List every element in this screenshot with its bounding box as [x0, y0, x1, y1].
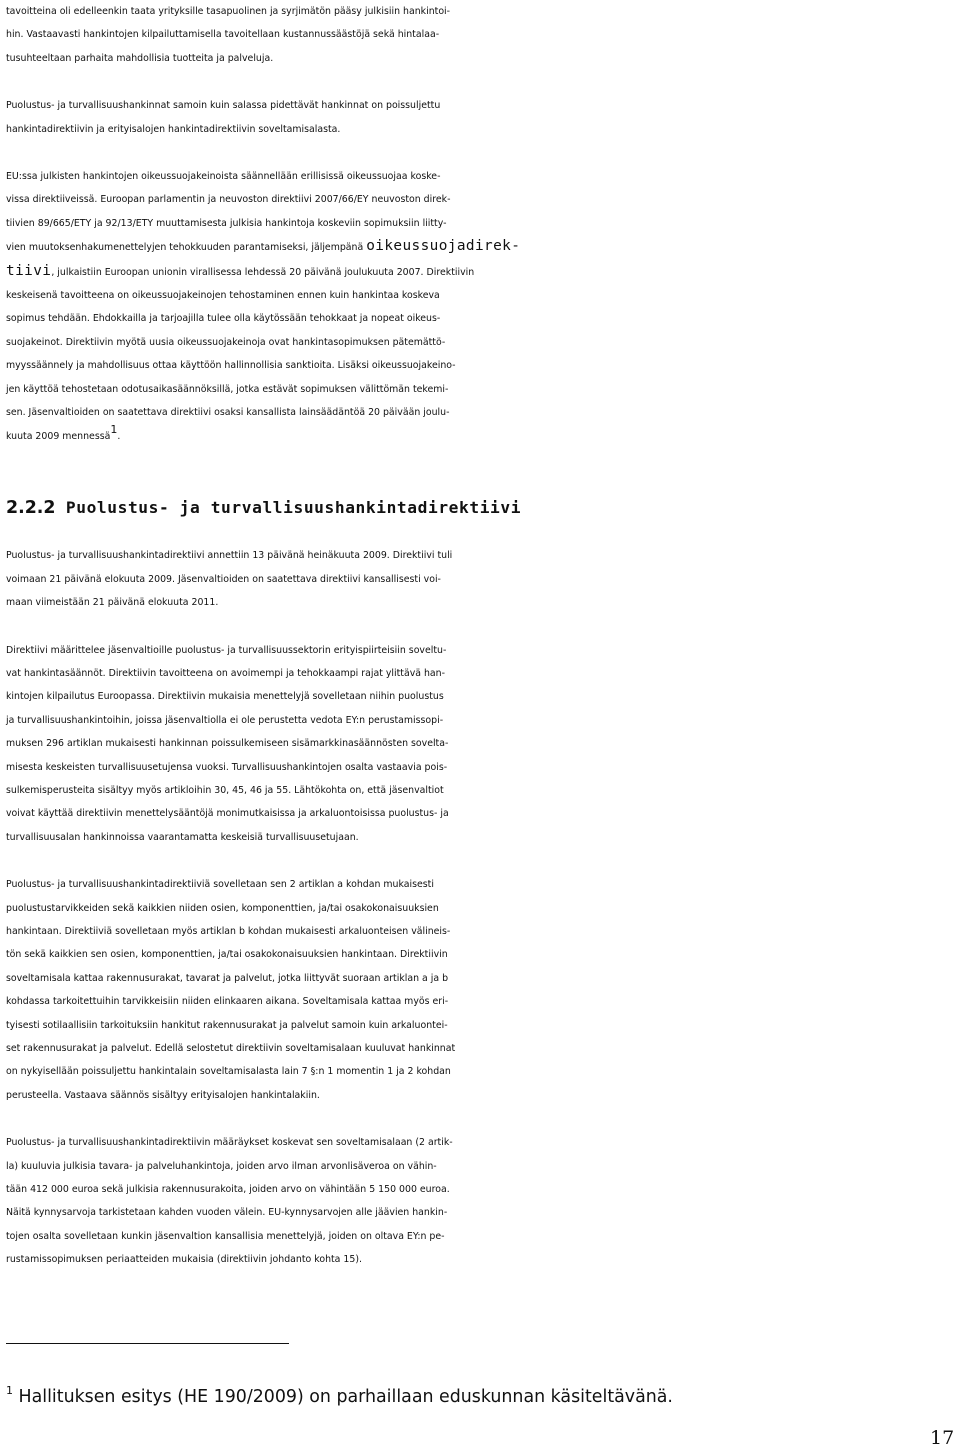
text-line: tön sekä kaikkien sen osien, komponenttien, ja/tai osakokonaisuuksien hankintaan. Direktiivin [6, 949, 448, 961]
thresholds-paragraph [6, 1131, 956, 1271]
section-heading [6, 496, 956, 520]
section-title: Puolustus- ja turvallisuushankintadirektiivi [65, 497, 522, 517]
text-line: tiivien 89/665/ETY ja 92/13/ETY muuttamisesta julkisia hankintoja koskeviin sopimuksiin liitty- [6, 217, 447, 229]
text-line [6, 260, 956, 284]
text-line: EU:ssa julkisten hankintojen oikeussuojakeinoista säännellään erillisissä oikeussuojaa koske- [6, 171, 441, 183]
text-line: kohdassa tarkoitettuihin tarvikkeisiin niiden elinkaaren aikana. Soveltamisala kattaa myös eri- [6, 996, 449, 1008]
text-line: tään 412 000 euroa sekä julkisia rakennusurakoita, joiden arvo on vähintään 5 150 000 euroa. [6, 1184, 450, 1196]
footnote-text: Hallituksen esitys (HE 190/2009) on parhaillaan eduskunnan käsiteltävänä. [13, 1387, 673, 1407]
text-fragment: kuuta 2009 mennessä [6, 430, 111, 442]
text-line: Näitä kynnysarvoja tarkistetaan kahden vuoden välein. EU-kynnysarvojen alle jäävien hankin- [6, 1207, 448, 1219]
text-line: Puolustus- ja turvallisuushankinnat samoin kuin salassa pidettävät hankinnat on poissuljettu [6, 100, 441, 112]
text-line: misesta keskeisten turvallisuusetujensa vuoksi. Turvallisuushankintojen osalta vastaavia pois- [6, 761, 448, 773]
text-line [6, 235, 956, 259]
text-line: turvallisuusalan hankinnoissa vaarantamatta keskeisiä turvallisuusetujaan. [6, 831, 359, 843]
text-line: la) kuuluvia julkisia tavara- ja palveluhankintoja, joiden arvo ilman arvonlisäveroa on vähin- [6, 1160, 437, 1172]
defined-term: oikeussuojadirek- [366, 238, 521, 255]
text-line: ja turvallisuushankintoihin, joissa jäsenvaltiolla ei ole perustetta vedota EY:n perustamissopi- [6, 714, 444, 726]
text-line: sulkemisperusteita sisältyy myös artikloihin 30, 45, 46 ja 55. Lähtökohta on, että jäsenvaltiot [6, 784, 444, 796]
text-line: Puolustus- ja turvallisuushankintadirektiivi annettiin 13 päivänä heinäkuuta 2009. Direktiivi tuli [6, 550, 453, 562]
text-line: vat hankintasäännöt. Direktiivin tavoitteena on avoimempi ja tehokkaampi rajat ylittävä han- [6, 667, 445, 679]
text-line: set rakennusurakat ja palvelut. Edellä selostetut direktiivin soveltamisalaan kuuluvat hankinnat [6, 1043, 456, 1055]
text-line: Direktiivi määrittelee jäsenvaltioille puolustus- ja turvallisuussektorin erityispiirteisiin soveltu- [6, 644, 447, 656]
text-line: tojen osalta sovelletaan kunkin jäsenvaltion kansallisia menettelyjä, joiden on oltava EY:n pe- [6, 1230, 445, 1242]
remedies-paragraph [6, 165, 956, 448]
document-page [6, 0, 956, 1272]
section-number: 2.2.2 [6, 497, 56, 518]
text-line: vissa direktiiveissä. Euroopan parlamentin ja neuvoston direktiivi 2007/66/EY neuvoston direk- [6, 194, 451, 206]
text-line: kintojen kilpailutus Euroopassa. Direktiivin mukaisia menettelyjä sovelletaan niihin puolustus [6, 691, 444, 703]
text-line: myyssäännely ja mahdollisuus ottaa käyttöön hallinnollisia sanktioita. Lisäksi oikeussuojakeino- [6, 360, 456, 372]
text-line: muksen 296 artiklan mukaisesti hankinnan poissulkemiseen sisämarkkinasäännösten soveltа- [6, 738, 449, 750]
text-line: Puolustus- ja turvallisuushankintadirektiiviä sovelletaan sen 2 artiklan a kohdan mukaisesti [6, 879, 434, 891]
applies-paragraph [6, 873, 956, 1107]
text-line: tyisesti sotilaallisiin tarkoituksiin hankitut rakennusurakat ja palvelut samoin kuin arkaluontei- [6, 1019, 448, 1031]
intro-paragraph [6, 0, 956, 70]
text-line: voimaan 21 päivänä elokuuta 2009. Jäsenvaltioiden on saatettava direktiivi kansallisesti voi- [6, 573, 441, 585]
text-fragment: vien muutoksenhakumenettelyjen tehokkuuden parantamiseksi, jäljempänä [6, 242, 367, 254]
text-line: sen. Jäsenvaltioiden on saatettava direktiivi osaksi kansallista lainsäädäntöä 20 päivään joulu- [6, 407, 450, 419]
text-line: tusuhteeltaan parhaita mahdollisia tuotteita ja palveluja. [6, 52, 274, 64]
page-number: 17 [930, 1427, 955, 1449]
footnote [6, 1386, 673, 1409]
defined-term: tiivi [6, 262, 52, 279]
text-line: on nykyisellään poissuljettu hankintalain soveltamisalasta lain 7 §:n 1 momentin 1 ja 2 kohdan [6, 1066, 451, 1078]
text-line: tavoitteina oli edelleenkin taata yrityksille tasapuolinen ja syrjimätön pääsy julkisiin hankintoi- [6, 6, 451, 17]
text-line: Puolustus- ja turvallisuushankintadirektiivin määräykset koskevat sen soveltamisalaan (2 artik- [6, 1137, 453, 1149]
text-line: soveltamisala kattaa rakennusurakat, tavarat ja palvelut, jotka liittyvät suoraan artiklan a ja b [6, 972, 449, 984]
defence-excluded-paragraph [6, 94, 956, 141]
adopted-paragraph [6, 544, 956, 614]
text-fragment: , julkaistiin Euroopan unionin virallisessa lehdessä 20 päivänä joulukuuta 2007. Direktiivin [51, 266, 475, 278]
text-line [6, 425, 956, 448]
text-line: perusteella. Vastaava säännös sisältyy erityisalojen hankintalakiin. [6, 1089, 320, 1101]
text-line: puolustustarvikkeiden sekä kaikkien niiden osien, komponenttien, ja/tai osakokonaisuuksien [6, 902, 439, 914]
text-line: suojakeinot. Direktiivin myötä uusia oikeussuojakeinoja ovat hankintasopimuksen pätemättö- [6, 336, 446, 348]
footnote-reference[interactable]: 1 [110, 423, 118, 437]
text-line: voivat käyttää direktiivin menettelysääntöjä monimutkaisissa ja arkaluontoisissa puolustus- ja [6, 808, 449, 820]
text-line: hankintaan. Direktiiviä sovelletaan myös artiklan b kohdan mukaisesti arkaluonteisen välineis- [6, 926, 451, 937]
text-fragment: . [117, 430, 121, 442]
text-line: keskeisenä tavoitteena on oikeussuojakeinojen tehostaminen ennen kuin hankintaa koskeva [6, 290, 440, 302]
text-line: hankintadirektiivin ja erityisalojen hankintadirektiivin soveltamisalasta. [6, 123, 341, 135]
defines-paragraph [6, 639, 956, 850]
text-line: jen käyttöä tehostetaan odotusaikasäännöksillä, jotka estävät sopimuksen välittömän tekemi- [6, 383, 449, 395]
text-line: rustamissopimuksen periaatteiden mukaisia (direktiivin johdanto kohta 15). [6, 1254, 362, 1266]
footnote-separator [6, 1343, 289, 1344]
text-line: hin. Vastaavasti hankintojen kilpailuttamisella tavoitellaan kustannussäästöjä sekä hintalaa- [6, 29, 440, 41]
text-line: sopimus tehdään. Ehdokkailla ja tarjoajilla tulee olla käytössään tehokkaat ja nopeat oikeus- [6, 313, 441, 325]
text-line: maan viimeistään 21 päivänä elokuuta 2011. [6, 597, 219, 609]
footnote-marker: 1 [6, 1384, 13, 1398]
